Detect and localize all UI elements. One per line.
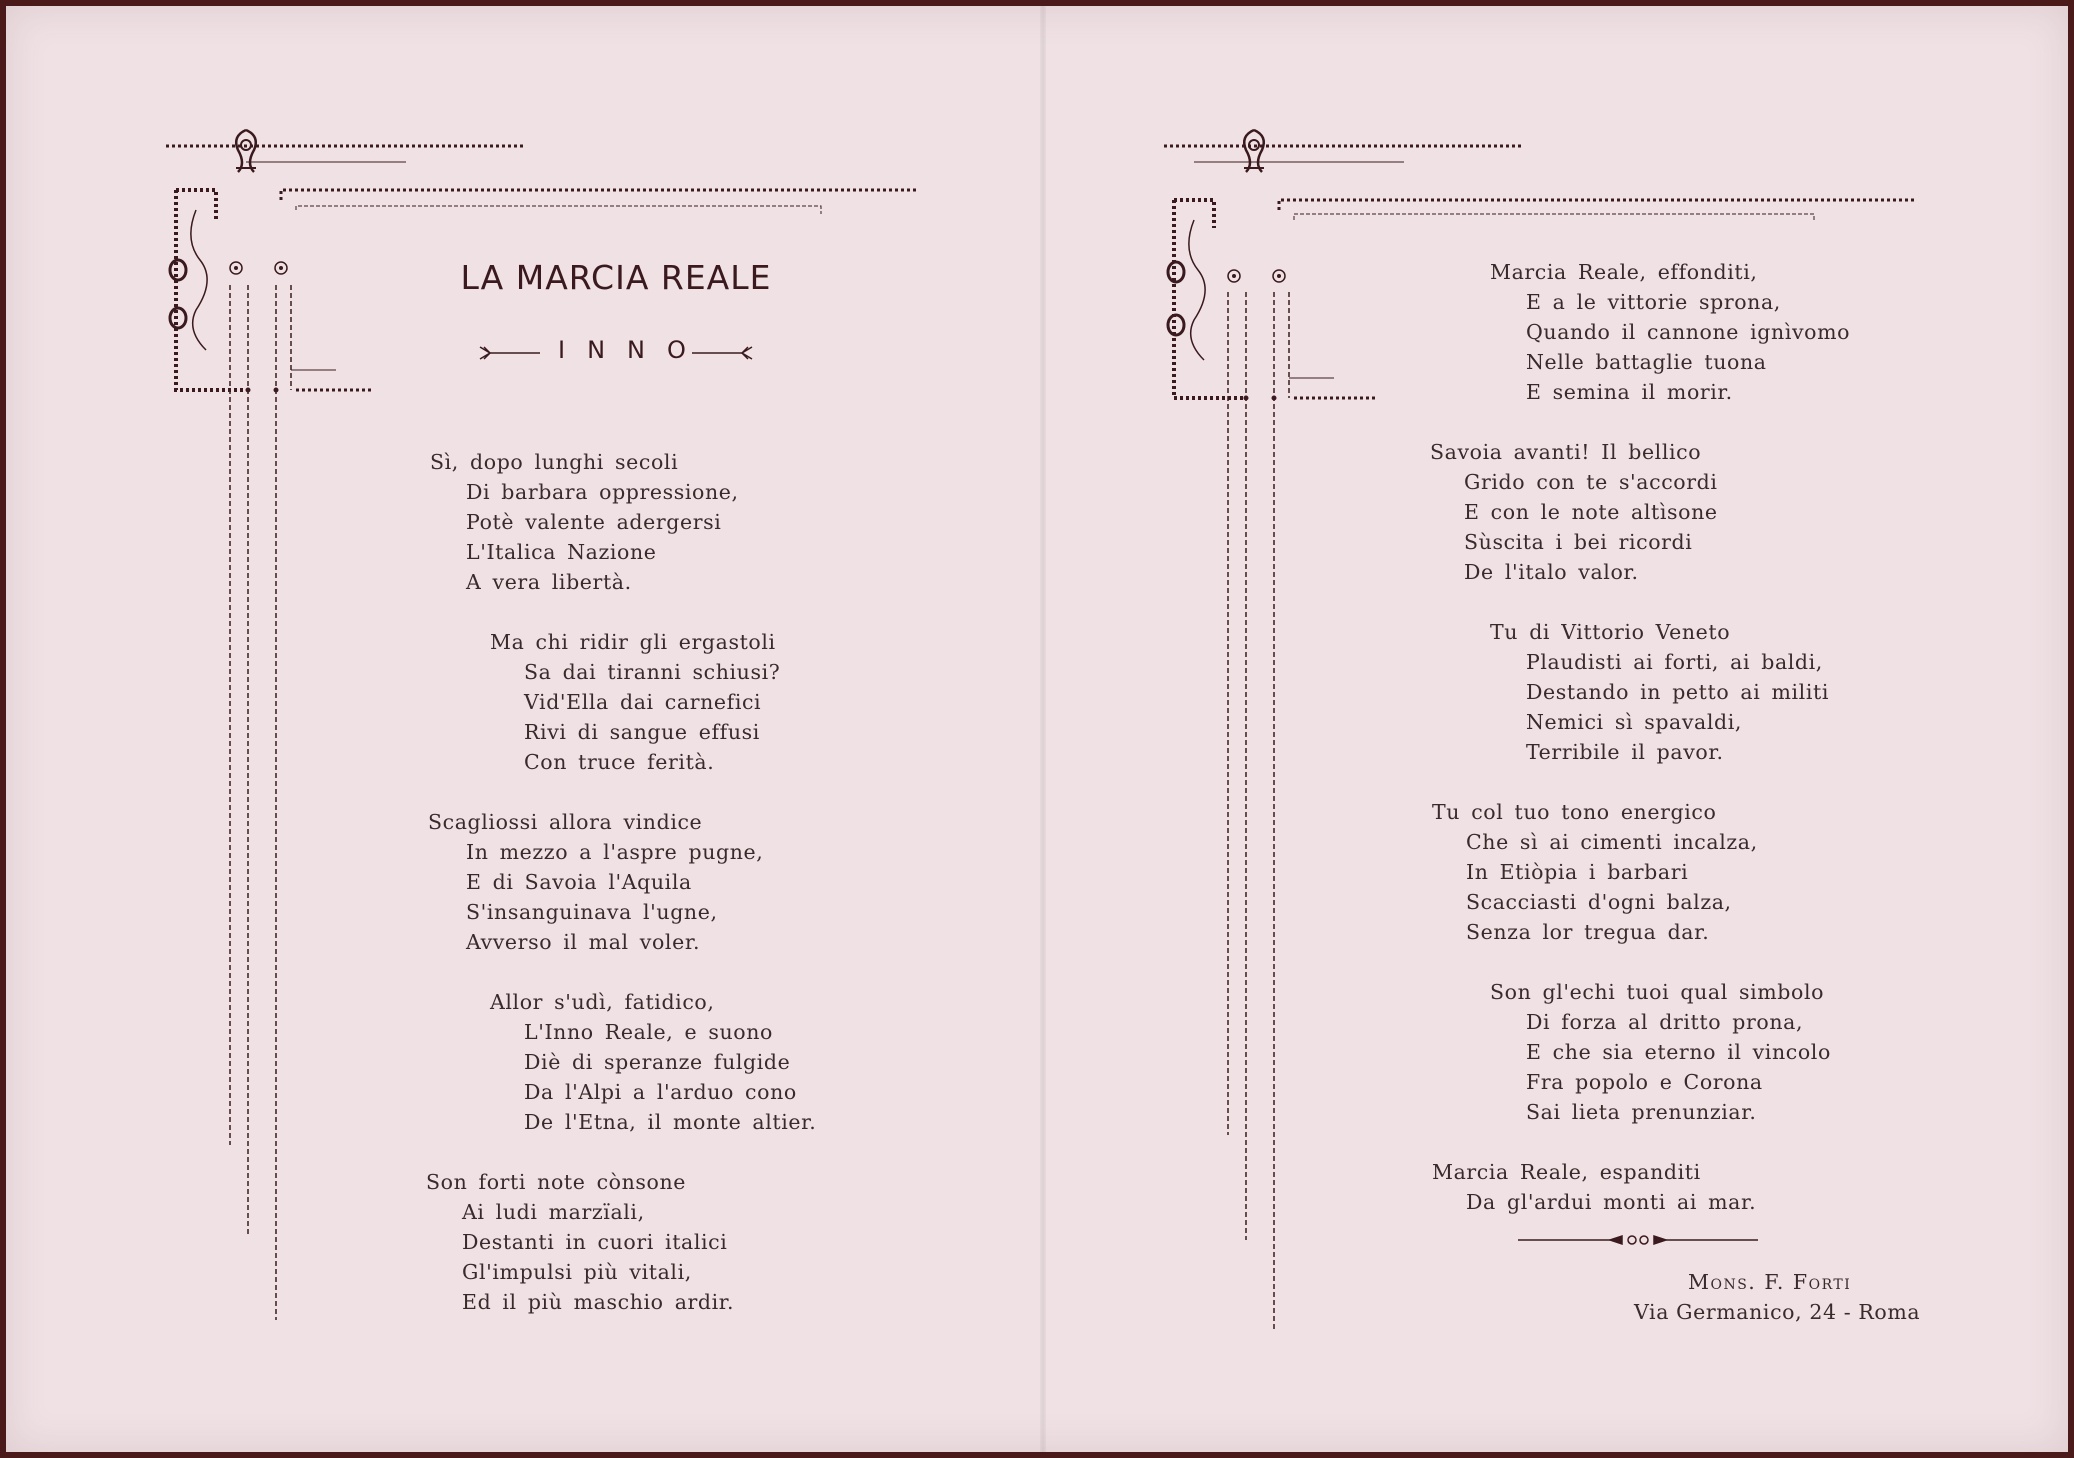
verse-line: De l'Etna, il monte altier. [524,1110,817,1134]
verse-line: Sai lieta prenunziar. [1526,1100,1757,1124]
verse-line: E che sia eterno il vincolo [1526,1040,1831,1064]
verse-line: A vera libertà. [466,570,632,594]
verse-line: Plaudisti ai forti, ai baldi, [1526,650,1823,674]
verse-line: In Etiòpia i barbari [1466,860,1689,884]
verse-line: Fra popolo e Corona [1526,1070,1763,1094]
verse-line: Destando in petto ai militi [1526,680,1829,704]
booklet-spread [6,6,2068,1452]
verse-line: Son gl'echi tuoi qual simbolo [1490,980,1825,1004]
page-fold [1040,6,1046,1452]
verse-line: Savoia avanti! Il bellico [1430,440,1702,464]
verse-line: Sùscita i bei ricordi [1464,530,1693,554]
verse-line: Gl'impulsi più vitali, [462,1260,692,1284]
verse-line: L'Italica Nazione [466,540,657,564]
verse-line: Vid'Ella dai carnefici [524,690,762,714]
verse-line: Terribile il pavor. [1526,740,1724,764]
verse-line: Senza lor tregua dar. [1466,920,1710,944]
verse-line: Scacciasti d'ogni balza, [1466,890,1732,914]
subtitle-text: INNO [558,336,708,364]
verse-line: Marcia Reale, espanditi [1432,1160,1701,1184]
verse-line: Marcia Reale, effonditi, [1490,260,1758,284]
verse-line: Nelle battaglie tuona [1526,350,1767,374]
verse-line: In mezzo a l'aspre pugne, [466,840,764,864]
verse-line: E semina il morir. [1526,380,1733,404]
verse-line: Di forza al dritto prona, [1526,1010,1804,1034]
verse-line: Son forti note cònsone [426,1170,686,1194]
verse-line: Sì, dopo lunghi secoli [430,450,679,474]
verse-line: Tu di Vittorio Veneto [1490,620,1731,644]
verse-line: Scagliossi allora vindice [428,810,703,834]
author-name: Mons. F. Forti [1688,1270,1852,1294]
verse-line: Sa dai tiranni schiusi? [524,660,781,684]
verse-line: Destanti in cuori italici [462,1230,728,1254]
verse-line: Potè valente adergersi [466,510,722,534]
verse-line: Con truce ferità. [524,750,715,774]
verse-line: S'insanguinava l'ugne, [466,900,718,924]
author-address: Via Germanico, 24 - Roma [1634,1300,1921,1324]
right-flourish-icon [684,344,754,362]
verse-line: Allor s'udì, fatidico, [490,990,715,1014]
verse-line: E a le vittorie sprona, [1526,290,1781,314]
verse-line: Diè di speranze fulgide [524,1050,791,1074]
end-flourish-icon [1518,1230,1758,1250]
verse-line: Ed il più maschio ardir. [462,1290,735,1314]
verse-line: Tu col tuo tono energico [1432,800,1717,824]
verse-line: E di Savoia l'Aquila [466,870,692,894]
verse-line: Ai ludi marzïali, [462,1200,645,1224]
verse-line: L'Inno Reale, e suono [524,1020,773,1044]
verse-line: Da gl'ardui monti ai mar. [1466,1190,1757,1214]
verse-line: Di barbara oppressione, [466,480,739,504]
verse-line: Quando il cannone ignìvomo [1526,320,1851,344]
verse-line: E con le note altìsone [1464,500,1718,524]
verse-line: Grido con te s'accordi [1464,470,1718,494]
verse-line: Nemici sì spavaldi, [1526,710,1743,734]
verse-line: Avverso il mal voler. [466,930,701,954]
verse-line: Da l'Alpi a l'arduo cono [524,1080,797,1104]
poem-title: LA MARCIA REALE [460,258,772,297]
verse-line: Ma chi ridir gli ergastoli [490,630,776,654]
poem-subtitle [466,336,766,372]
verse-line: Che sì ai cimenti incalza, [1466,830,1758,854]
verse-line: Rivi di sangue effusi [524,720,760,744]
verse-line: De l'italo valor. [1464,560,1639,584]
